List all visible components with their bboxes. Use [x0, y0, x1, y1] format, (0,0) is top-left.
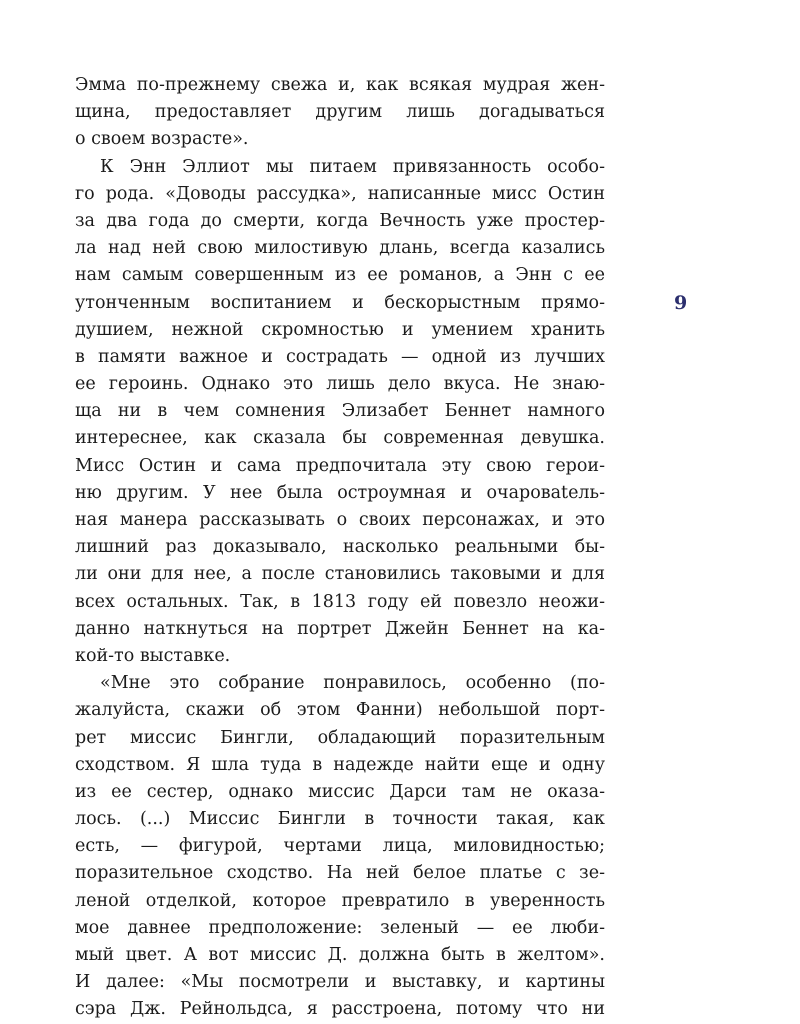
text-line: нам самым совершенным из ее романов, а Энн с ее	[75, 265, 605, 286]
text-line: ная манера рассказывать о своих персонажах, и это	[75, 510, 605, 530]
text-line: всех остальных. Так, в 1813 году ей повезло неожи-	[75, 591, 605, 612]
text-line: кой-то выставке.	[75, 645, 231, 666]
text-line: интереснее, как сказала бы современная девушка.	[75, 428, 605, 449]
text-line: душием, нежной скромностью и умением хранить	[75, 319, 605, 340]
text-line: щина, предоставляет другим лишь догадываться	[75, 102, 605, 123]
text-line: ли они для нее, а после становились таковыми и для	[75, 564, 605, 585]
text-line: ща ни в чем сомнения Элизабет Беннет намного	[75, 401, 605, 422]
text-line: данно наткнуться на портрет Джейн Беннет на ка-	[75, 618, 605, 639]
text-line: го рода. «Доводы рассудка», написанные мисс Остин	[75, 183, 605, 204]
text-line: мое давнее предположение: зеленый — ее люби-	[75, 917, 605, 938]
text-line: за два года до смерти, когда Вечность уже простер-	[75, 210, 605, 231]
text-line: леной отделкой, которое превратило в уверенность	[75, 890, 605, 911]
text-line: ла над ней свою милостивую длань, всегда казались	[75, 238, 605, 259]
text-line: сэра Дж. Рейнольдса, я расстроена, потому что ни	[75, 999, 605, 1020]
text-line: в памяти важное и сострадать — одной из лучших	[75, 346, 605, 367]
text-line: из ее сестер, однако миссис Дарси там не оказа-	[75, 781, 605, 802]
text-line: Эмма по-прежнему свежа и, как всякая мудрая жен-	[75, 75, 605, 95]
text-line: рет миссис Бингли, обладающий поразительным	[75, 727, 605, 748]
text-line: ее героинь. Однако это лишь дело вкуса. Не знаю-	[75, 374, 605, 395]
text-line: жалуйста, скажи об этом Фанни) небольшой порт-	[75, 700, 605, 721]
text-line: И далее: «Мы посмотрели и выставку, и картины	[75, 972, 605, 993]
text-line: Мисс Остин и сама предпочитала эту свою герои-	[75, 455, 605, 476]
body-text	[75, 72, 605, 1024]
page-number: 9	[674, 292, 688, 314]
text-line: ню другим. У нее была остроумная и очаровatель-	[75, 482, 605, 503]
text-line: мый цвет. А вот миссис Д. должна быть в желтом».	[75, 945, 605, 965]
text-line: поразительное сходство. На ней белое платье с зе-	[75, 863, 605, 884]
text-line: утонченным воспитанием и бескорыстным прямо-	[75, 292, 605, 313]
text-line: о своем возрасте».	[75, 129, 249, 150]
text-line: К Энн Эллиот мы питаем привязанность особо-	[100, 156, 605, 177]
text-line: есть, — фигурой, чертами лица, миловидностью;	[75, 836, 605, 857]
text-line: сходством. Я шла туда в надежде найти еще и одну	[75, 754, 605, 775]
text-line: «Мне это собрание понравилось, особенно (по-	[100, 673, 605, 694]
text-line: лось. (...) Миссис Бингли в точности такая, как	[75, 809, 605, 830]
text-line: лишний раз доказывало, насколько реальными бы-	[75, 537, 605, 558]
